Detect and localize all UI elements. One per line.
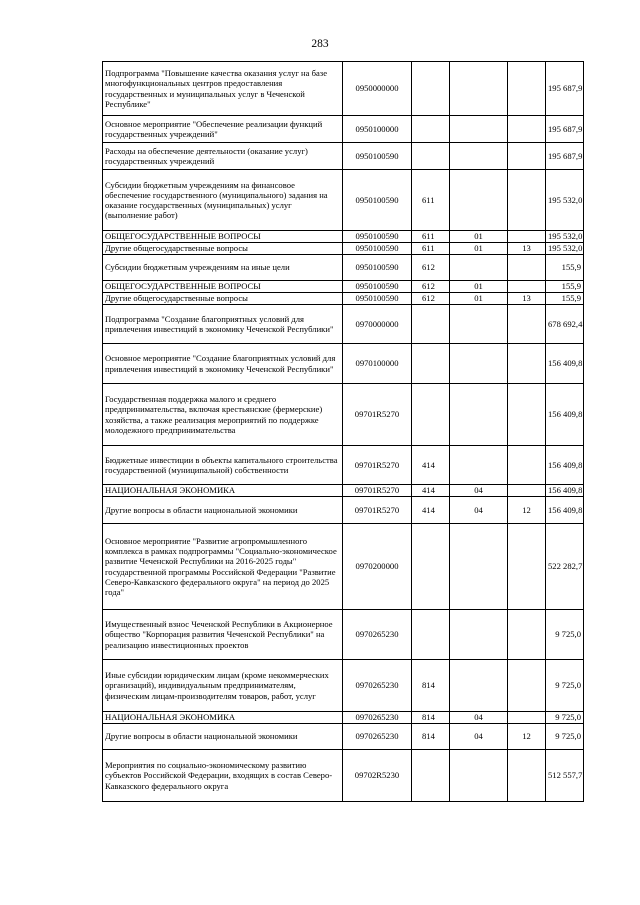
row-target-code: 0950100590: [343, 143, 412, 170]
row-sum: 9 725,0: [546, 724, 584, 750]
row-expense-type: 611: [412, 231, 450, 243]
row-target-code: 0950100000: [343, 116, 412, 143]
row-sum: 155,9: [546, 255, 584, 281]
table-row: [103, 724, 584, 750]
row-subsection: [508, 231, 546, 243]
table-row: [103, 344, 584, 384]
row-subsection: [508, 485, 546, 497]
row-section: [450, 524, 508, 610]
row-name: ОБЩЕГОСУДАРСТВЕННЫЕ ВОПРОСЫ: [103, 281, 343, 293]
table-row: [103, 143, 584, 170]
row-sum: 678 692,4: [546, 305, 584, 344]
row-name: Основное мероприятие "Обеспечение реализации функций государственных учреждений": [103, 116, 343, 143]
page-number: 283: [311, 38, 329, 50]
row-section: [450, 610, 508, 660]
budget-table: [102, 61, 584, 802]
row-subsection: [508, 116, 546, 143]
row-section: 04: [450, 712, 508, 724]
table-row: [103, 610, 584, 660]
row-sum: 156 409,8: [546, 384, 584, 446]
row-name: НАЦИОНАЛЬНАЯ ЭКОНОМИКА: [103, 485, 343, 497]
table-row: [103, 243, 584, 255]
row-sum: 156 409,8: [546, 344, 584, 384]
row-expense-type: [412, 116, 450, 143]
row-section: [450, 384, 508, 446]
row-name: Расходы на обеспечение деятельности (оказание услуг) государственных учреждений: [103, 143, 343, 170]
row-section: 04: [450, 724, 508, 750]
row-section: 01: [450, 243, 508, 255]
table-row: [103, 231, 584, 243]
row-expense-type: 612: [412, 281, 450, 293]
row-target-code: 09701R5270: [343, 497, 412, 524]
row-subsection: [508, 344, 546, 384]
row-section: [450, 446, 508, 485]
table-row: [103, 255, 584, 281]
row-target-code: 0950100590: [343, 243, 412, 255]
row-section: [450, 170, 508, 231]
row-sum: 195 532,0: [546, 170, 584, 231]
row-subsection: [508, 712, 546, 724]
row-sum: 9 725,0: [546, 660, 584, 712]
row-sum: 9 725,0: [546, 610, 584, 660]
row-sum: 195 687,9: [546, 62, 584, 116]
row-target-code: 0970265230: [343, 712, 412, 724]
row-target-code: 0970100000: [343, 344, 412, 384]
row-name: Субсидии бюджетным учреждениям на иные цели: [103, 255, 343, 281]
row-expense-type: 612: [412, 255, 450, 281]
row-sum: 195 532,0: [546, 243, 584, 255]
row-expense-type: 414: [412, 485, 450, 497]
table-row: [103, 170, 584, 231]
row-target-code: 0970265230: [343, 660, 412, 712]
row-target-code: 09701R5270: [343, 446, 412, 485]
row-expense-type: 612: [412, 293, 450, 305]
row-target-code: 0950100590: [343, 281, 412, 293]
row-target-code: 0950100590: [343, 255, 412, 281]
row-expense-type: [412, 62, 450, 116]
table-row: [103, 305, 584, 344]
table-row: [103, 712, 584, 724]
row-subsection: [508, 610, 546, 660]
row-subsection: [508, 281, 546, 293]
row-section: [450, 62, 508, 116]
row-section: [450, 750, 508, 802]
table-row: [103, 62, 584, 116]
row-expense-type: 414: [412, 497, 450, 524]
row-target-code: 0950100590: [343, 231, 412, 243]
row-subsection: [508, 170, 546, 231]
row-target-code: 0950000000: [343, 62, 412, 116]
row-section: 01: [450, 231, 508, 243]
row-name: НАЦИОНАЛЬНАЯ ЭКОНОМИКА: [103, 712, 343, 724]
row-subsection: [508, 524, 546, 610]
row-expense-type: [412, 750, 450, 802]
row-name: Другие общегосударственные вопросы: [103, 243, 343, 255]
row-section: [450, 116, 508, 143]
row-subsection: 13: [508, 243, 546, 255]
row-name: ОБЩЕГОСУДАРСТВЕННЫЕ ВОПРОСЫ: [103, 231, 343, 243]
row-section: 01: [450, 293, 508, 305]
row-sum: 512 557,7: [546, 750, 584, 802]
row-expense-type: [412, 524, 450, 610]
row-name: Другие вопросы в области национальной экономики: [103, 497, 343, 524]
row-sum: 155,9: [546, 281, 584, 293]
row-target-code: 0970265230: [343, 610, 412, 660]
row-expense-type: 814: [412, 724, 450, 750]
row-expense-type: [412, 610, 450, 660]
row-subsection: [508, 143, 546, 170]
row-target-code: 0970000000: [343, 305, 412, 344]
row-expense-type: 611: [412, 170, 450, 231]
table-row: [103, 524, 584, 610]
row-sum: 195 687,9: [546, 143, 584, 170]
row-expense-type: 414: [412, 446, 450, 485]
row-sum: 156 409,8: [546, 497, 584, 524]
row-sum: 156 409,8: [546, 485, 584, 497]
row-section: [450, 305, 508, 344]
row-target-code: 09701R5270: [343, 384, 412, 446]
row-name: Подпрограмма "Повышение качества оказания услуг на базе многофункциональных центров предоставления государственных и муниципальных услуг в Чеченской Республике": [103, 62, 343, 116]
row-name: Бюджетные инвестиции в объекты капитального строительства государственной (муниципальной) собственности: [103, 446, 343, 485]
row-name: Государственная поддержка малого и среднего предпринимательства, включая крестьянские (фермерские) хозяйства, а также реализация мероприятий по поддержке молодежного предпринимательства: [103, 384, 343, 446]
table-row: [103, 384, 584, 446]
row-sum: 155,9: [546, 293, 584, 305]
row-expense-type: [412, 344, 450, 384]
row-section: [450, 255, 508, 281]
row-subsection: 12: [508, 497, 546, 524]
row-section: 04: [450, 497, 508, 524]
row-sum: 195 532,0: [546, 231, 584, 243]
row-subsection: [508, 305, 546, 344]
row-name: Подпрограмма "Создание благоприятных условий для привлечения инвестиций в экономику Чеченской Республики": [103, 305, 343, 344]
row-name: Субсидии бюджетным учреждениям на финансовое обеспечение государственного (муниципального) задания на оказание государственных (муниципальных) услуг (выполнение работ): [103, 170, 343, 231]
row-expense-type: 611: [412, 243, 450, 255]
row-expense-type: [412, 384, 450, 446]
row-subsection: [508, 446, 546, 485]
row-target-code: 0970265230: [343, 724, 412, 750]
row-target-code: 0970200000: [343, 524, 412, 610]
row-subsection: [508, 384, 546, 446]
row-expense-type: 814: [412, 712, 450, 724]
row-expense-type: 814: [412, 660, 450, 712]
table-row: [103, 660, 584, 712]
row-target-code: 0950100590: [343, 170, 412, 231]
row-name: Имущественный взнос Чеченской Республики в Акционерное общество "Корпорация развития Чеченской Республики" на реализацию инвестиционных проектов: [103, 610, 343, 660]
row-expense-type: [412, 143, 450, 170]
row-target-code: 0950100590: [343, 293, 412, 305]
row-subsection: [508, 255, 546, 281]
row-sum: 156 409,8: [546, 446, 584, 485]
row-name: Другие общегосударственные вопросы: [103, 293, 343, 305]
row-subsection: [508, 62, 546, 116]
row-target-code: 09702R5230: [343, 750, 412, 802]
row-name: Иные субсидии юридическим лицам (кроме некоммерческих организаций), индивидуальным предпринимателям, физическим лицам-производителям товаров, работ, услуг: [103, 660, 343, 712]
table-row: [103, 497, 584, 524]
row-expense-type: [412, 305, 450, 344]
row-section: [450, 143, 508, 170]
row-subsection: [508, 660, 546, 712]
table-row: [103, 293, 584, 305]
row-name: Основное мероприятие "Создание благоприятных условий для привлечения инвестиций в экономику Чеченской Республики": [103, 344, 343, 384]
row-target-code: 09701R5270: [343, 485, 412, 497]
row-sum: 195 687,9: [546, 116, 584, 143]
row-section: 01: [450, 281, 508, 293]
row-name: Основное мероприятие "Развитие агропромышленного комплекса в рамках подпрограммы "Социально-экономическое развитие Чеченской Республики на 2016-2025 годы" государственной программы Российской Федерации "Развитие Северо-Кавказского федерального округа" на период до 2025 года": [103, 524, 343, 610]
table-row: [103, 116, 584, 143]
row-sum: 522 282,7: [546, 524, 584, 610]
row-section: [450, 660, 508, 712]
row-sum: 9 725,0: [546, 712, 584, 724]
budget-table-body: [103, 62, 584, 802]
table-row: [103, 281, 584, 293]
row-subsection: [508, 750, 546, 802]
row-section: 04: [450, 485, 508, 497]
row-section: [450, 344, 508, 384]
row-subsection: 13: [508, 293, 546, 305]
row-name: Другие вопросы в области национальной экономики: [103, 724, 343, 750]
row-name: Мероприятия по социально-экономическому развитию субъектов Российской Федерации, входящих в состав Северо-Кавказского федерального округа: [103, 750, 343, 802]
table-row: [103, 446, 584, 485]
table-row: [103, 750, 584, 802]
table-row: [103, 485, 584, 497]
row-subsection: 12: [508, 724, 546, 750]
